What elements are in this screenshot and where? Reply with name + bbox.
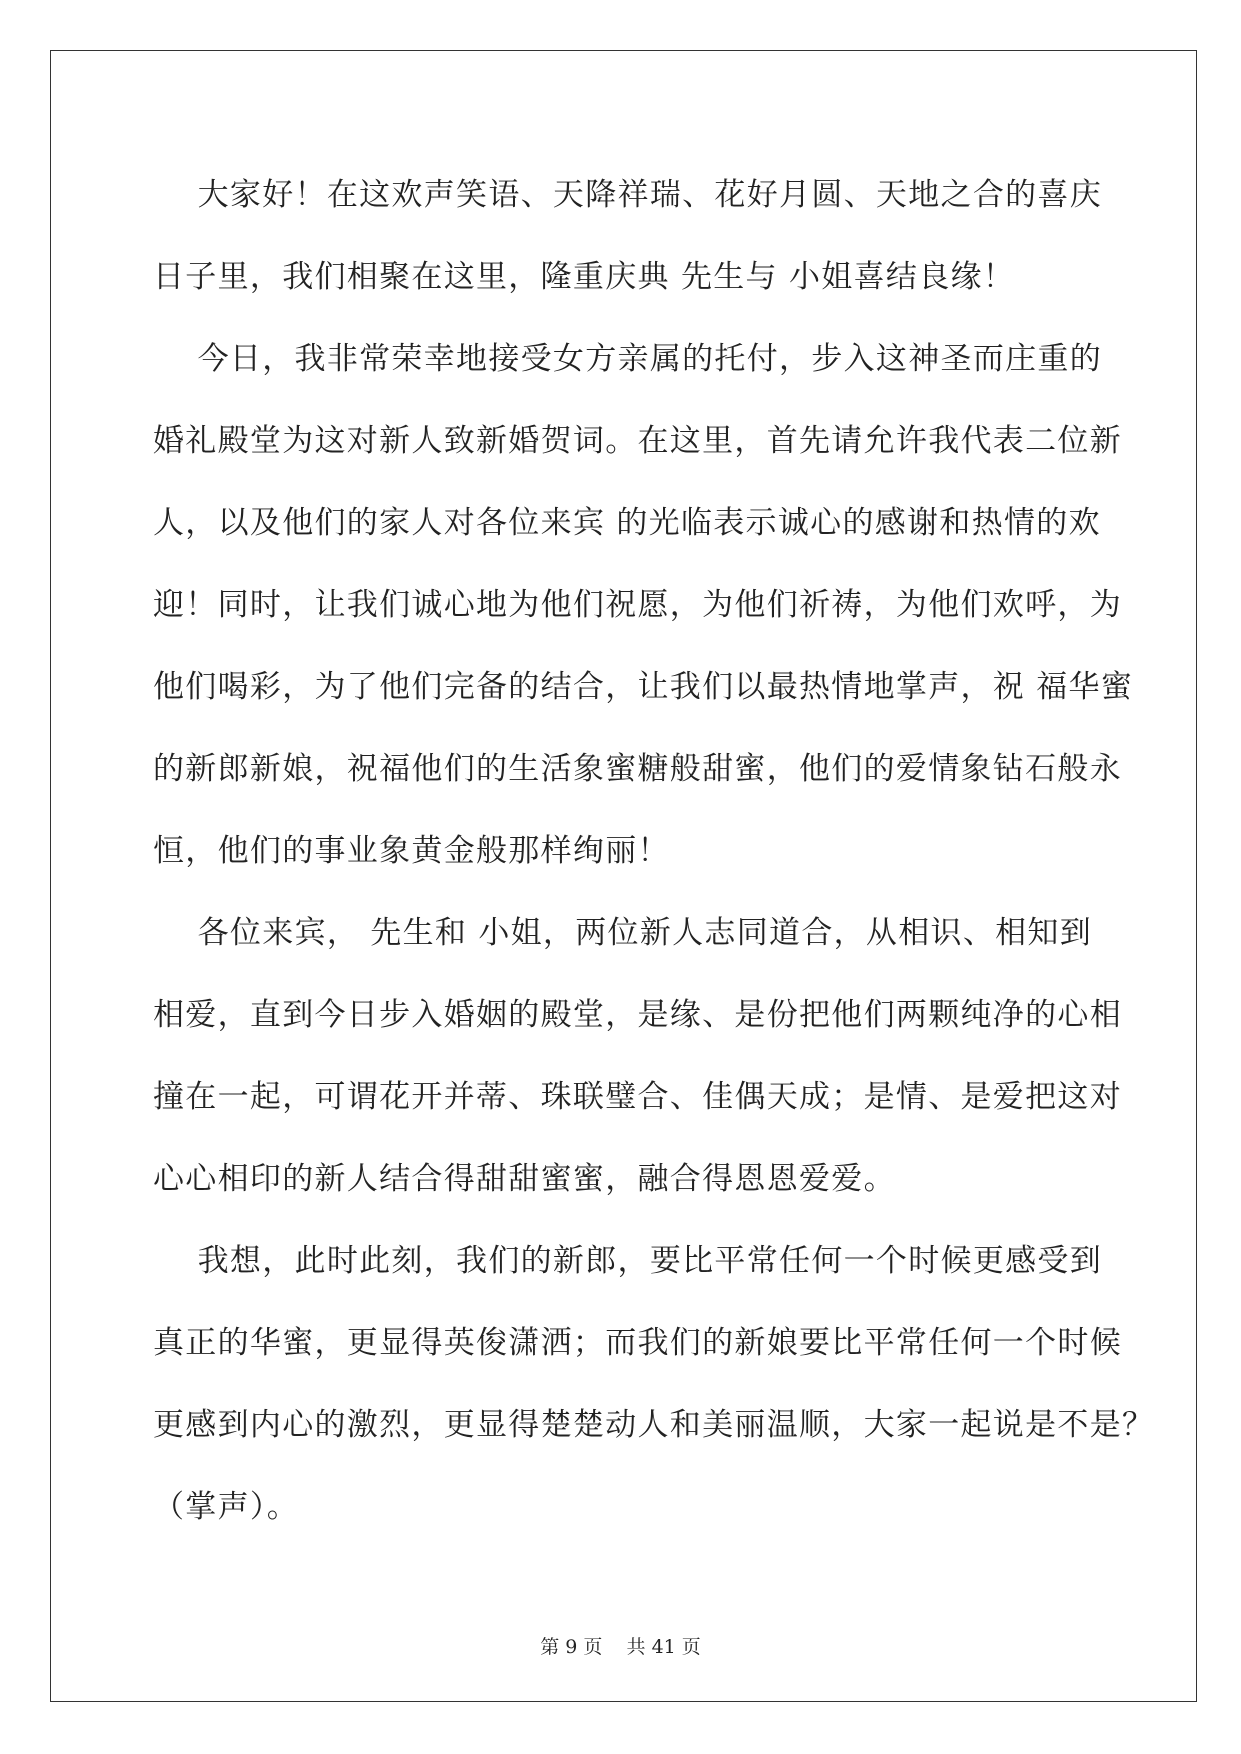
text-line: 迎！同时，让我们诚心地为他们祝愿，为他们祈祷，为他们欢呼，为 xyxy=(153,587,1122,623)
text-line: （掌声）。 xyxy=(153,1489,299,1525)
text-line: 的新郎新娘，祝福他们的生活象蜜糖般甜蜜，他们的爱情象钻石般永 xyxy=(153,751,1122,787)
page-number-footer: 第 9 页 共 41 页 xyxy=(540,1636,701,1658)
text-line: 恒，他们的事业象黄金般那样绚丽！ xyxy=(153,833,670,869)
text-line: 撞在一起，可谓花开并蒂、珠联璧合、佳偶天成；是情、是爱把这对 xyxy=(153,1079,1122,1115)
text-line: 今日，我非常荣幸地接受女方亲属的托付，步入这神圣而庄重的 xyxy=(153,341,1103,377)
text-line: 我想，此时此刻，我们的新郎，要比平常任何一个时候更感受到 xyxy=(153,1243,1103,1279)
document-body xyxy=(153,154,1155,1548)
text-line: 他们喝彩，为了他们完备的结合，让我们以最热情地掌声，祝 福华蜜 xyxy=(153,669,1134,705)
text-line: 真正的华蜜，更显得英俊潇洒；而我们的新娘要比平常任何一个时候 xyxy=(153,1325,1122,1361)
text-line: 各位来宾， 先生和 小姐，两位新人志同道合，从相识、相知到 xyxy=(153,915,1093,951)
text-line: 相爱，直到今日步入婚姻的殿堂，是缘、是份把他们两颗纯净的心相 xyxy=(153,997,1122,1033)
text-line: 日子里，我们相聚在这里，隆重庆典 先生与 小姐喜结良缘！ xyxy=(153,259,1016,295)
text-line: 更感到内心的激烈，更显得楚楚动人和美丽温顺，大家一起说是不是？ xyxy=(153,1407,1155,1443)
text-line: 心心相印的新人结合得甜甜蜜蜜，融合得恩恩爱爱。 xyxy=(153,1161,896,1197)
text-line: 婚礼殿堂为这对新人致新婚贺词。在这里，首先请允许我代表二位新 xyxy=(153,423,1122,459)
text-line: 大家好！在这欢声笑语、天降祥瑞、花好月圆、天地之合的喜庆 xyxy=(153,177,1103,213)
text-line: 人，以及他们的家人对各位来宾 的光临表示诚心的感谢和热情的欢 xyxy=(153,505,1101,541)
